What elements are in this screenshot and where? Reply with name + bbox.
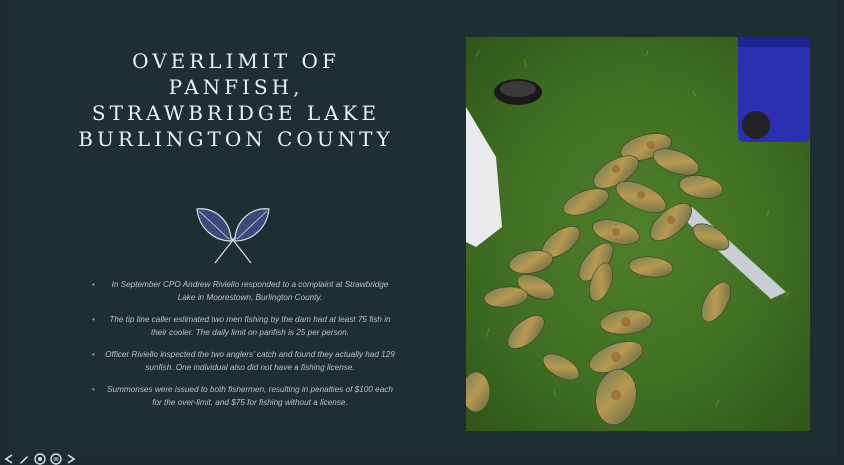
slide: [8, 0, 838, 456]
crossed-leaves-icon: [193, 205, 273, 267]
bullet-item: [86, 349, 402, 374]
bullet-list: [86, 279, 402, 419]
bullet-item: [86, 384, 402, 409]
slide-title: [68, 48, 404, 152]
bullet-text: Summonses were issued to both fishermen, resulting in penalties of $100 each for the over-limit, and $75 for fishing without a license.: [107, 385, 393, 407]
title-line-4: BURLINGTON COUNTY: [78, 127, 394, 151]
fish-catch-photo: [466, 37, 810, 431]
bullet-text: Officer Riviello inspected the two anglers' catch and found they actually had 129 sunfish. One individual also did not have a fishing license.: [105, 350, 395, 372]
title-line-2: PANFISH,: [168, 75, 304, 99]
next-arrow-icon[interactable]: [66, 453, 78, 465]
bullet-dot: •: [92, 315, 95, 324]
bullet-dot: •: [92, 280, 95, 289]
title-line-3: STRAWBRIDGE LAKE: [91, 101, 381, 125]
bullet-dot: •: [92, 385, 95, 394]
previous-arrow-icon[interactable]: [2, 453, 14, 465]
bullet-item: [86, 279, 402, 304]
bullet-dot: •: [92, 350, 95, 359]
bullet-item: [86, 314, 402, 339]
title-line-1: OVERLIMIT OF: [132, 49, 340, 73]
bullet-text: In September CPO Andrew Riviello responded to a complaint at Strawbridge Lake in Moorestown, Burlington County.: [111, 280, 389, 302]
pen-icon[interactable]: [18, 453, 30, 465]
zoom-icon[interactable]: [34, 453, 46, 465]
presentation-controls: [0, 452, 90, 464]
menu-icon[interactable]: [50, 453, 62, 465]
bullet-text: The tip line caller estimated two men fishing by the dam had at least 75 fish in their cooler. The daily limit on panfish is 25 per person.: [109, 315, 391, 337]
